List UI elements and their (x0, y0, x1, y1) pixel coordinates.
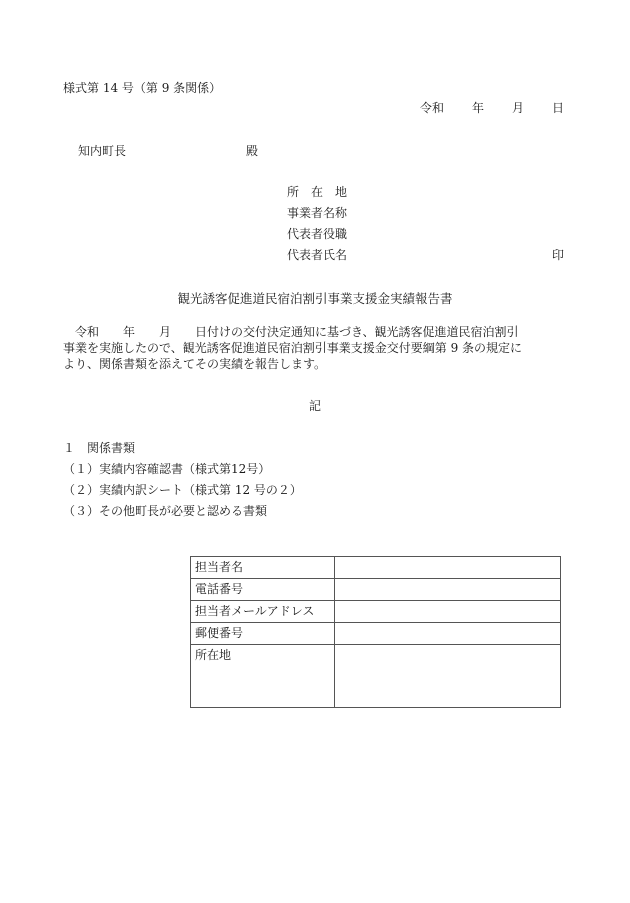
body-text (63, 324, 567, 372)
table-row (191, 557, 561, 579)
contact-value-postal[interactable] (335, 623, 561, 645)
body-line: 令和 年 月 日付けの交付決定通知に基づき、観光誘客促進道民宿泊割引 (63, 325, 519, 339)
table-row (191, 579, 561, 601)
contact-value-person[interactable] (335, 557, 561, 579)
contact-label-email: 担当者メールアドレス (191, 601, 335, 623)
contact-label-postal: 郵便番号 (191, 623, 335, 645)
date-line (420, 100, 564, 116)
ki-mark: 記 (308, 399, 321, 413)
contact-table (190, 556, 561, 708)
contact-label-phone: 電話番号 (191, 579, 335, 601)
applicant-address-label: 所 在 地 (287, 185, 348, 199)
table-row (191, 601, 561, 623)
contact-value-address[interactable] (335, 645, 561, 708)
document-list (63, 461, 302, 524)
date-year: 年 (471, 101, 484, 115)
applicant-company-label: 事業者名称 (287, 206, 348, 220)
date-era: 令和 (419, 101, 444, 115)
list-item: （１）実績内容確認書（様式第12号） (63, 462, 271, 476)
addressee-name: 知内町長 (78, 144, 127, 158)
applicant-name-label: 代表者氏名 (287, 248, 348, 262)
form-number: 様式第 14 号（第 9 条関係） (63, 81, 222, 95)
seal-mark: 印 (551, 248, 564, 262)
addressee-honorific: 殿 (246, 144, 259, 158)
date-month: 月 (511, 101, 524, 115)
contact-label-person: 担当者名 (191, 557, 335, 579)
addressee (78, 143, 258, 159)
body-line: 事業を実施したので、観光誘客促進道民宿泊割引事業支援金交付要綱第 9 条の規定に (63, 341, 523, 355)
section-heading: １ 関係書類 (63, 441, 136, 455)
contact-value-phone[interactable] (335, 579, 561, 601)
body-line: より、関係書類を添えてその実績を報告します。 (63, 357, 327, 371)
document-title: 観光誘客促進道民宿泊割引事業支援金実績報告書 (177, 291, 453, 306)
contact-value-email[interactable] (335, 601, 561, 623)
contact-label-address: 所在地 (191, 645, 335, 708)
list-item: （２）実績内訳シート（様式第 12 号の２） (63, 483, 302, 497)
date-day: 日 (551, 101, 564, 115)
applicant-title-label: 代表者役職 (287, 227, 348, 241)
table-row (191, 623, 561, 645)
table-row (191, 645, 561, 708)
list-item: （３）その他町長が必要と認める書類 (63, 504, 268, 518)
